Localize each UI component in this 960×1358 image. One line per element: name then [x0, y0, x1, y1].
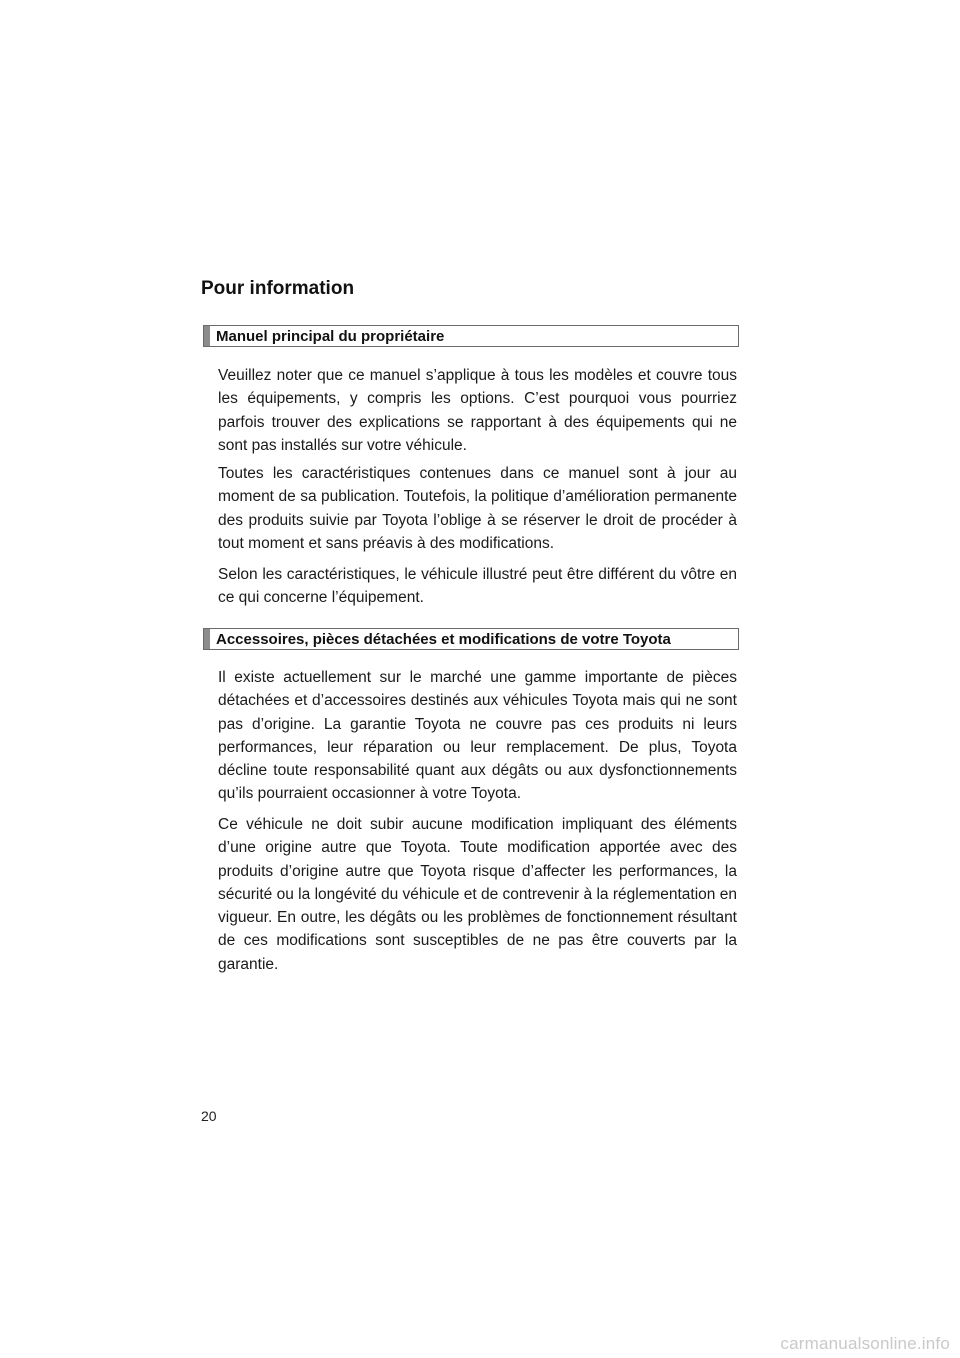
section-heading-label: Manuel principal du propriétaire	[216, 328, 445, 345]
page-title: Pour information	[201, 278, 355, 299]
section-paragraph: Ce véhicule ne doit subir aucune modification impliquant des éléments d’une origine autre que Toyota. Toute modification apportée avec des produits d’origine autre que Toyota risque d’affecter les performances, la sécurité ou la longévité du véhicule et de contrevenir à la réglementation en vigueur. En outre, les dégâts ou les problèmes de fonctionnement résultant de ces modifications sont susceptibles de ne pas être couverts par la garantie.	[218, 816, 737, 973]
watermark-text: carmanualsonline.info	[780, 1334, 950, 1353]
section-heading-label: Accessoires, pièces détachées et modifications de votre Toyota	[216, 631, 671, 648]
section-header-bar	[204, 326, 210, 346]
section-paragraph: Il existe actuellement sur le marché une gamme importante de pièces détachées et d’accessoires destinés aux véhicules Toyota mais qui ne sont pas d’origine. La garantie Toyota ne couvre pas ces produits ni leurs performances, leur réparation ou leur remplacement. De plus, Toyota décline toute responsabilité quant aux dégâts ou aux dysfonctionnements qu’ils pourraient occasionner à votre Toyota.	[218, 669, 737, 803]
section-paragraph: Selon les caractéristiques, le véhicule illustré peut être différent du vôtre en ce qui concerne l’équipement.	[218, 566, 737, 607]
page-number: 20	[201, 1108, 217, 1124]
section-paragraph: Veuillez noter que ce manuel s’applique à tous les modèles et couvre tous les équipements, y compris les options. C’est pourquoi vous pourriez parfois trouver des explications se rapportant à des équipements qui ne sont pas installés sur votre véhicule.	[218, 367, 737, 454]
section-paragraph: Toutes les caractéristiques contenues dans ce manuel sont à jour au moment de sa publication. Toutefois, la politique d’amélioration permanente des produits suivie par Toyota l’oblige à se réserver le droit de procéder à tout moment et sans préavis à des modifications.	[218, 465, 737, 552]
section-header-bar	[204, 629, 210, 649]
section-header-manuel-principal	[203, 325, 739, 347]
section-header-accessoires	[203, 628, 739, 650]
